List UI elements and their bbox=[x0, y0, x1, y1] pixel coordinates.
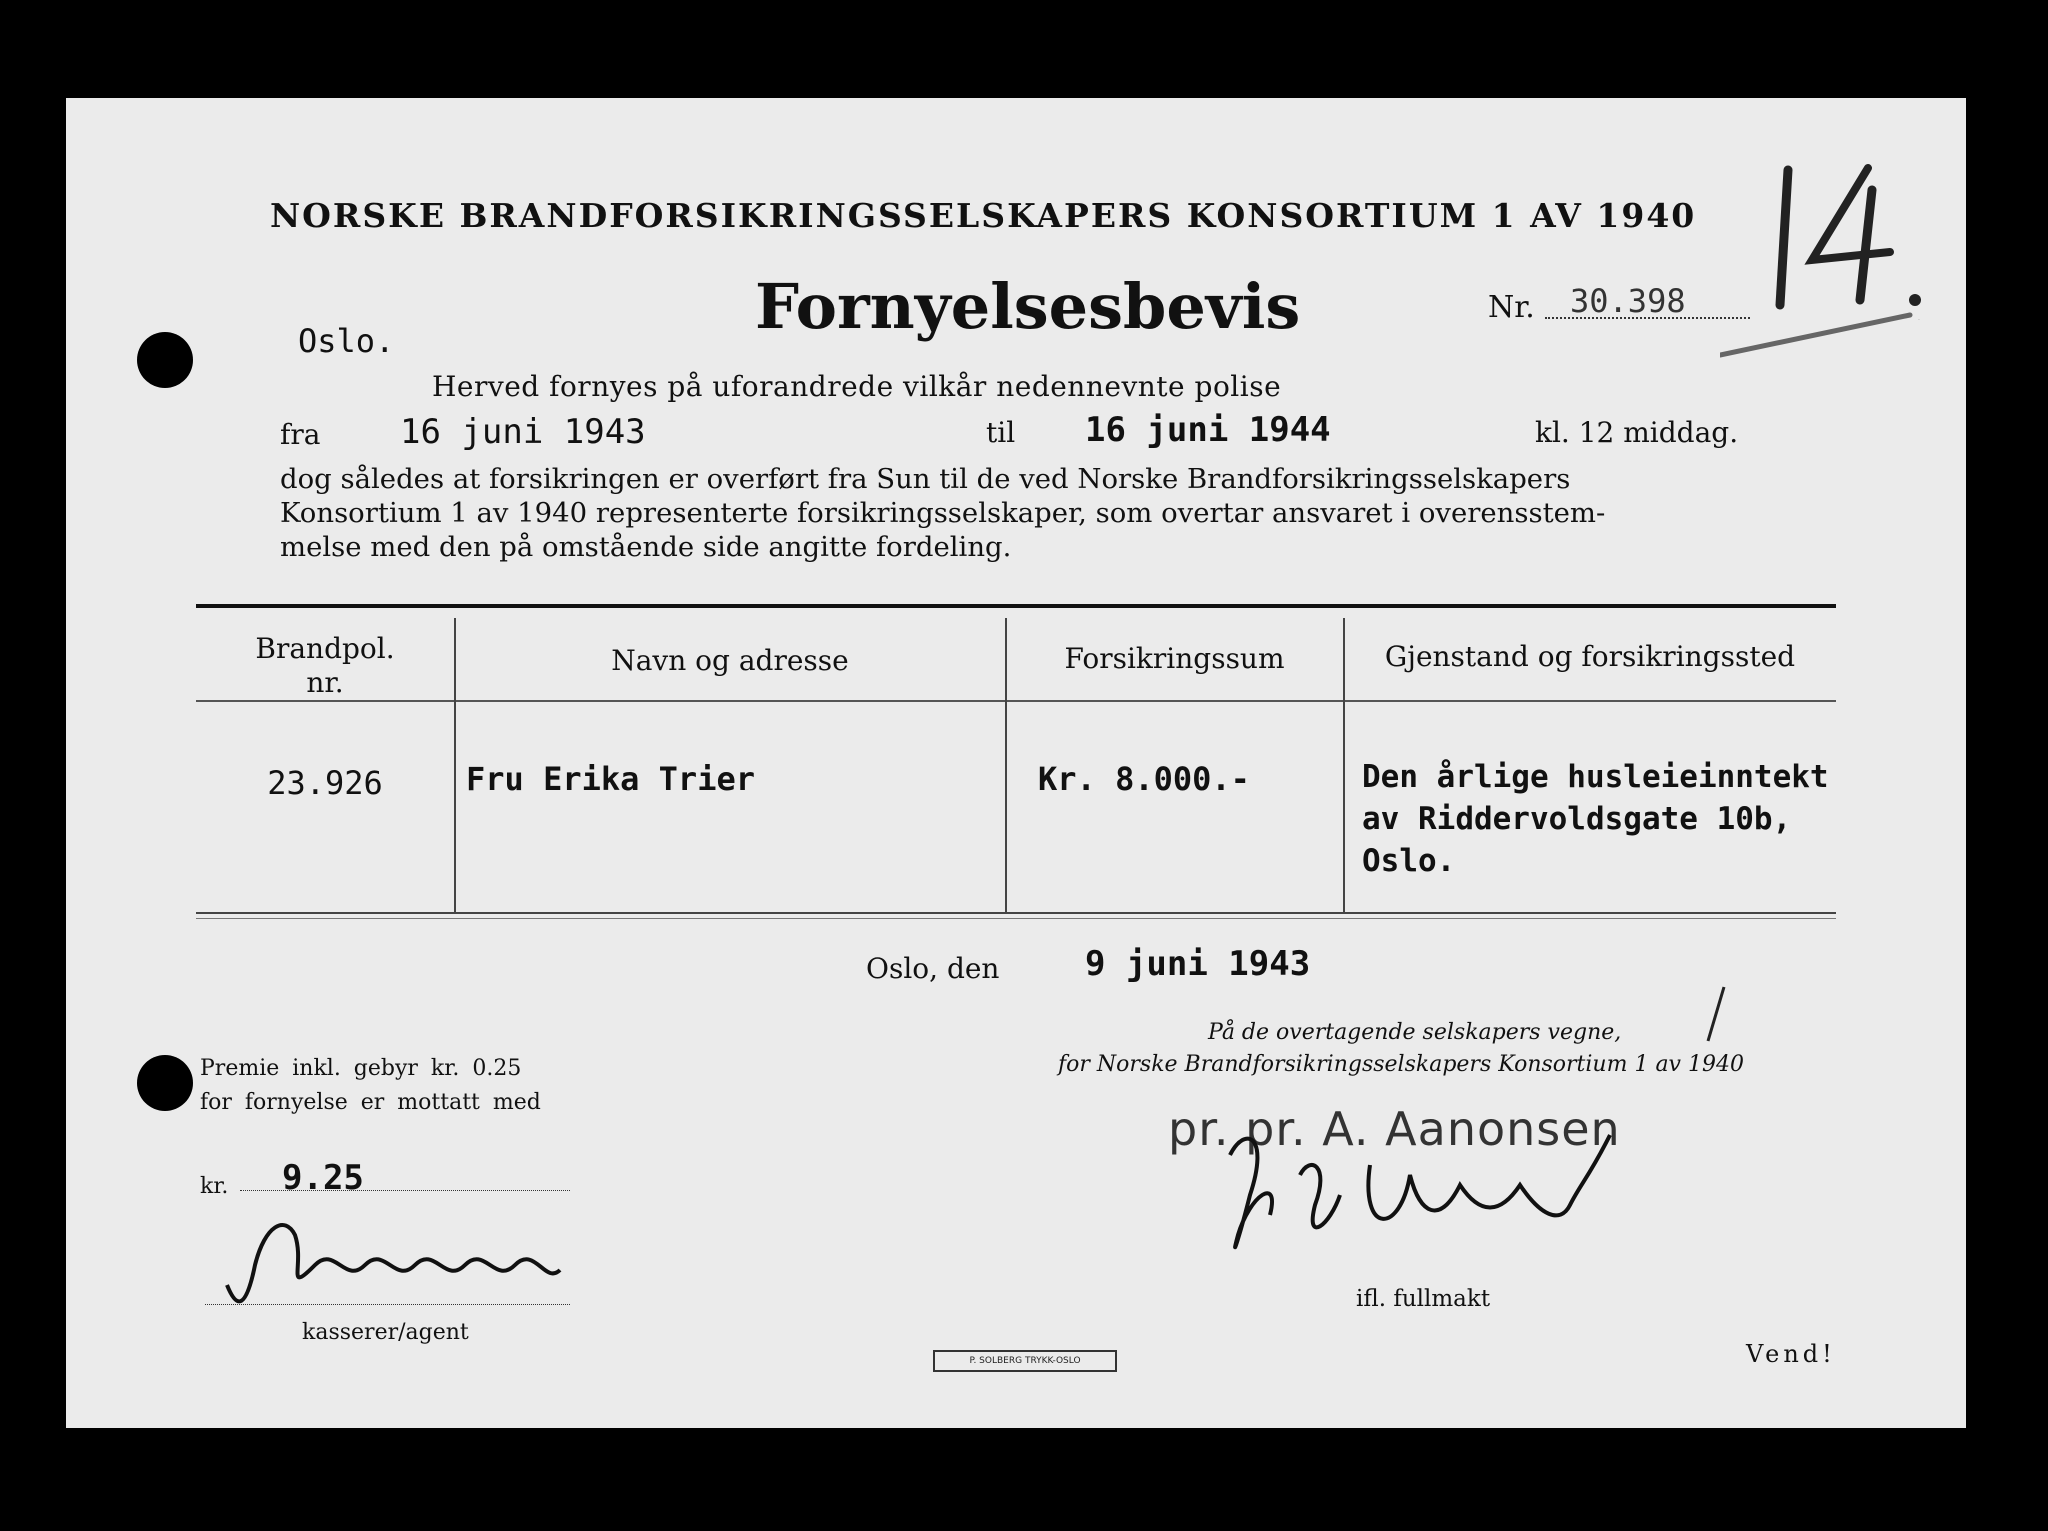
premium-kr-label: kr. bbox=[200, 1174, 229, 1199]
time-label: kl. 12 middag. bbox=[1535, 416, 1739, 449]
company-name: NORSKE BRANDFORSIKRINGSSELSKAPERS KONSORTIUM 1 AV 1940 bbox=[270, 196, 1697, 235]
renewal-body bbox=[280, 462, 1605, 564]
header-object: Gjenstand og forsikringssted bbox=[1384, 640, 1796, 673]
to-date: 16 juni 1944 bbox=[1085, 410, 1331, 450]
from-date: 16 juni 1943 bbox=[400, 412, 646, 452]
certificate-number-label: Nr. bbox=[1488, 290, 1535, 325]
header-sum: Forsikringssum bbox=[1064, 642, 1285, 675]
cell-name: Fru Erika Trier bbox=[466, 760, 755, 798]
handwritten-signature-left bbox=[215, 1205, 575, 1325]
agent-signature-line bbox=[205, 1304, 570, 1305]
document-title: Fornyelsesbevis bbox=[755, 270, 1301, 343]
signature-stamp: pr. pr. A. Aanonsen bbox=[1168, 1102, 1621, 1156]
renewal-body-line: melse med den på omstående side angitte fordeling. bbox=[280, 531, 1012, 563]
printer-mark-text: P. SOLBERG TRYKK-OSLO bbox=[969, 1356, 1081, 1366]
punch-hole-bottom bbox=[137, 1055, 193, 1111]
signature-tick bbox=[1700, 985, 1730, 1045]
premium-amount: 9.25 bbox=[282, 1158, 364, 1198]
renewal-intro: Herved fornyes på uforandrede vilkår nedennevnte polise bbox=[432, 370, 1282, 403]
cell-object bbox=[1362, 756, 1829, 882]
to-label: til bbox=[986, 416, 1016, 449]
premium-line-2: for fornyelse er mottatt med bbox=[200, 1090, 541, 1115]
handwritten-number bbox=[1740, 150, 1940, 320]
header-name-address: Navn og adresse bbox=[611, 644, 849, 677]
signature-line-2: for Norske Brandforsikringsselskapers Konsortium 1 av 1940 bbox=[1058, 1052, 1744, 1077]
cell-object-line: Oslo. bbox=[1362, 843, 1456, 879]
handwritten-underline bbox=[1720, 310, 1920, 360]
premium-line-1: Premie inkl. gebyr kr. 0.25 bbox=[200, 1056, 522, 1081]
renewal-body-line: dog således at forsikringen er overført fra Sun til de ved Norske Brandforsikringsselskapers bbox=[280, 463, 1571, 495]
renewal-body-line: Konsortium 1 av 1940 representerte forsikringsselskaper, som overtar ansvaret i overensstem- bbox=[280, 497, 1606, 529]
header-policy-nr: Brandpol. nr. bbox=[255, 632, 395, 699]
handwritten-signature-right bbox=[1210, 1115, 1630, 1275]
premium-amount-line bbox=[240, 1190, 570, 1191]
certificate-number-dotted-line bbox=[1545, 317, 1750, 319]
from-label: fra bbox=[280, 418, 321, 451]
city-label: Oslo. bbox=[298, 322, 395, 360]
punch-hole-top bbox=[137, 332, 193, 388]
cell-sum: Kr. 8.000.- bbox=[1038, 760, 1250, 798]
table-bottom-border-2 bbox=[196, 918, 1836, 919]
cell-object-line: av Riddervoldsgate 10b, bbox=[1362, 801, 1792, 837]
issue-date: 9 juni 1943 bbox=[1085, 944, 1311, 984]
table-top-border bbox=[196, 604, 1836, 608]
fullmakt-note: ifl. fullmakt bbox=[1356, 1286, 1491, 1312]
cell-object-line: Den årlige husleieinntekt bbox=[1362, 759, 1829, 795]
signature-line-1: På de overtagende selskapers vegne, bbox=[1208, 1020, 1622, 1045]
printer-mark bbox=[933, 1350, 1117, 1372]
table-bottom-border bbox=[196, 912, 1836, 914]
cell-policy-nr: 23.926 bbox=[267, 764, 383, 802]
agent-label: kasserer/agent bbox=[302, 1320, 469, 1345]
table-header-divider bbox=[196, 700, 1836, 702]
date-label: Oslo, den bbox=[866, 952, 1000, 985]
turn-over-note: Vend! bbox=[1746, 1340, 1836, 1368]
certificate-number: 30.398 bbox=[1570, 282, 1686, 320]
